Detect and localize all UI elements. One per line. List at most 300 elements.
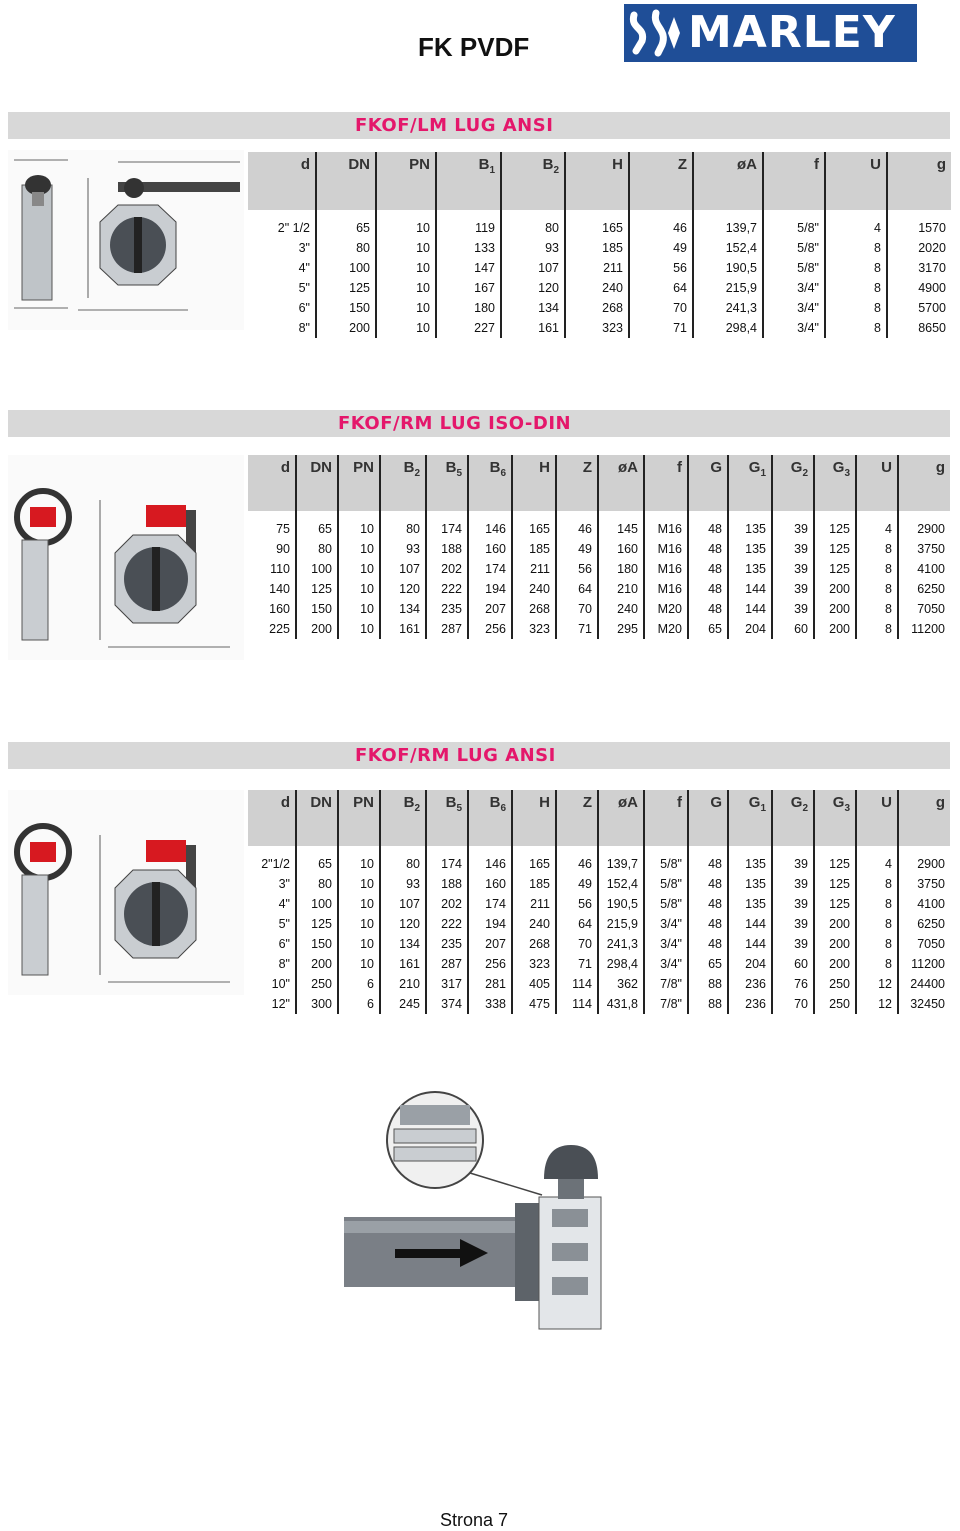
table-cell: 211 [512, 559, 556, 579]
table-cell: 1570 [918, 221, 946, 235]
col-header: DN [296, 455, 338, 511]
table-cell: 125 [316, 278, 376, 298]
col-header: H [565, 152, 629, 210]
table-cell: 245 [380, 994, 426, 1014]
table-cell: 8 [825, 258, 887, 278]
table-cell: 475 [512, 994, 556, 1014]
table-cell: 5/8" [763, 238, 825, 258]
table-row [248, 874, 950, 894]
table-cell: 222 [426, 914, 468, 934]
table-cell: 8 [856, 894, 898, 914]
col-header: g [898, 790, 950, 846]
table-cell: 210 [598, 579, 644, 599]
marley-logo [624, 4, 917, 62]
table-cell: 3750 [917, 877, 945, 891]
table-cell: 204 [728, 954, 772, 974]
table-cell: 125 [296, 579, 338, 599]
table-cell: 250 [814, 974, 856, 994]
table-cell: 24400 [910, 977, 945, 991]
table-cell: 5" [248, 278, 316, 298]
table-row [248, 914, 950, 934]
col-header: $B_5$ [426, 790, 468, 846]
table-cell: 10 [338, 579, 380, 599]
table-row [248, 539, 950, 559]
table-cell: 71 [629, 318, 693, 338]
table-cell: 188 [426, 539, 468, 559]
table-row [248, 934, 950, 954]
page-footer: Strona 7 [440, 1510, 509, 1530]
col-header: d [248, 790, 296, 846]
table-cell: 135 [728, 519, 772, 539]
table-cell: 5/8" [763, 218, 825, 238]
table-cell: 215,9 [693, 278, 763, 298]
table-cell: 125 [814, 539, 856, 559]
table-cell: 188 [426, 874, 468, 894]
table-cell: 185 [565, 238, 629, 258]
table-cell: 70 [556, 934, 598, 954]
table-cell: 174 [426, 519, 468, 539]
table-cell: 93 [380, 539, 426, 559]
table-row [248, 894, 950, 914]
table-cell: 134 [380, 599, 426, 619]
table-cell: 300 [296, 994, 338, 1014]
table-cell: 144 [728, 934, 772, 954]
table-cell: 4 [856, 854, 898, 874]
table-cell: 5700 [918, 301, 946, 315]
table-cell: 5" [248, 914, 296, 934]
table-cell: 6250 [917, 917, 945, 931]
table-cell: 185 [512, 539, 556, 559]
table-cell: 48 [688, 874, 728, 894]
table-cell: 7/8" [644, 974, 688, 994]
table-cell: 8 [856, 874, 898, 894]
table-cell: 10 [338, 599, 380, 619]
table-cell: 39 [772, 559, 814, 579]
table-cell: 39 [772, 579, 814, 599]
col-header: PN [338, 455, 380, 511]
col-header: $G_1$ [728, 455, 772, 511]
col-header: $B_2$ [501, 152, 565, 210]
table-cell: 135 [728, 874, 772, 894]
table-cell: 100 [316, 258, 376, 278]
table-cell: 133 [436, 238, 501, 258]
table-cell: 71 [556, 619, 598, 639]
table-row [248, 619, 950, 639]
table-cell: 4900 [918, 281, 946, 295]
table-cell: 107 [380, 559, 426, 579]
table-cell: 146 [468, 519, 512, 539]
table-cell: 200 [316, 318, 376, 338]
table-cell: 8 [856, 559, 898, 579]
table-cell: 75 [248, 519, 296, 539]
section-2-title: FKOF/RM LUG ISO-DIN [338, 413, 572, 434]
col-header: f [644, 790, 688, 846]
col-header: $B_6$ [468, 790, 512, 846]
table-cell: 80 [296, 539, 338, 559]
table-cell: 10 [376, 278, 436, 298]
table-cell: 150 [316, 298, 376, 318]
table-cell: 65 [316, 218, 376, 238]
table-cell: 12 [856, 994, 898, 1014]
section-2-table [248, 455, 950, 639]
table-cell: 200 [814, 914, 856, 934]
table-cell: 107 [380, 894, 426, 914]
table-cell: 8 [825, 298, 887, 318]
table-cell: 8" [248, 954, 296, 974]
table-cell: 8650 [918, 321, 946, 335]
table-cell: 10 [376, 298, 436, 318]
table-cell: 3/4" [644, 934, 688, 954]
table-cell: 93 [501, 238, 565, 258]
table-cell: 39 [772, 874, 814, 894]
table-cell: 6 [338, 974, 380, 994]
table-cell: 165 [512, 519, 556, 539]
col-header: U [825, 152, 887, 210]
table-cell: 281 [468, 974, 512, 994]
table-cell: 227 [436, 318, 501, 338]
col-header: Z [556, 790, 598, 846]
col-header: $B_1$ [436, 152, 501, 210]
table-cell: 80 [380, 519, 426, 539]
table-cell: 235 [426, 934, 468, 954]
table-cell: 7050 [917, 937, 945, 951]
table-cell: 287 [426, 954, 468, 974]
col-header: d [248, 455, 296, 511]
table-cell: 317 [426, 974, 468, 994]
table-cell: 60 [772, 954, 814, 974]
table-cell: 298,4 [693, 318, 763, 338]
table-cell: M16 [644, 579, 688, 599]
table-cell: 10 [338, 539, 380, 559]
table-cell: 200 [296, 619, 338, 639]
table-cell: 93 [380, 874, 426, 894]
col-header: f [763, 152, 825, 210]
table-cell: 10 [376, 258, 436, 278]
col-header: DN [316, 152, 376, 210]
table-cell: 70 [772, 994, 814, 1014]
table-cell: 323 [512, 619, 556, 639]
table-cell: 2900 [917, 857, 945, 871]
table-cell: 10 [338, 874, 380, 894]
table-cell: 64 [629, 278, 693, 298]
table-cell: 144 [728, 579, 772, 599]
table-cell: 202 [426, 894, 468, 914]
col-header: $G_2$ [772, 790, 814, 846]
table-cell: 4 [825, 218, 887, 238]
table-cell: 3170 [918, 261, 946, 275]
section-1-body [248, 210, 951, 338]
section-1-table [248, 152, 951, 338]
table-cell: 56 [629, 258, 693, 278]
table-cell: 150 [296, 934, 338, 954]
table-cell: 48 [688, 539, 728, 559]
table-cell: 431,8 [598, 994, 644, 1014]
table-cell: 10 [338, 954, 380, 974]
table-cell: 125 [296, 914, 338, 934]
table-cell: 119 [436, 218, 501, 238]
table-cell: 107 [501, 258, 565, 278]
table-cell: 10 [376, 318, 436, 338]
section-1-valve-drawing [8, 150, 244, 330]
table-cell: 225 [248, 619, 296, 639]
col-header: $B_6$ [468, 455, 512, 511]
table-cell: 241,3 [598, 934, 644, 954]
col-header: f [644, 455, 688, 511]
table-cell: 190,5 [693, 258, 763, 278]
table-cell: 256 [468, 954, 512, 974]
col-header: G [688, 455, 728, 511]
col-header: U [856, 790, 898, 846]
table-cell: 80 [316, 238, 376, 258]
table-row [248, 278, 951, 298]
col-header: DN [296, 790, 338, 846]
table-cell: 3750 [917, 542, 945, 556]
col-header: PN [338, 790, 380, 846]
table-cell: 39 [772, 934, 814, 954]
table-row [248, 954, 950, 974]
table-cell: 4 [856, 519, 898, 539]
table-cell: 80 [380, 854, 426, 874]
table-cell: 7/8" [644, 994, 688, 1014]
table-cell: M16 [644, 539, 688, 559]
table-cell: 139,7 [598, 854, 644, 874]
table-cell: 268 [565, 298, 629, 318]
table-cell: 10 [338, 914, 380, 934]
table-cell: M16 [644, 559, 688, 579]
table-cell: 100 [296, 894, 338, 914]
col-header: $G_2$ [772, 455, 814, 511]
table-cell: 70 [629, 298, 693, 318]
table-cell: 174 [426, 854, 468, 874]
valve-installation-illustration [330, 1085, 630, 1340]
col-header: $B_2$ [380, 455, 426, 511]
section-3-title: FKOF/RM LUG ANSI [355, 745, 556, 766]
table-cell: 160 [598, 539, 644, 559]
table-cell: 8 [825, 318, 887, 338]
table-cell: 3" [248, 874, 296, 894]
table-cell: 65 [296, 854, 338, 874]
table-cell: 8 [856, 599, 898, 619]
table-cell: 70 [556, 599, 598, 619]
table-cell: 10 [338, 559, 380, 579]
col-header: U [856, 455, 898, 511]
table-cell: 207 [468, 934, 512, 954]
table-cell: 3/4" [763, 318, 825, 338]
table-cell: 147 [436, 258, 501, 278]
table-cell: 268 [512, 599, 556, 619]
table-cell: 211 [512, 894, 556, 914]
table-row [248, 579, 950, 599]
table-cell: 10 [338, 934, 380, 954]
table-cell: 202 [426, 559, 468, 579]
table-cell: 10 [338, 519, 380, 539]
table-cell: 5/8" [644, 854, 688, 874]
table-cell: 10 [338, 619, 380, 639]
table-cell: 139,7 [693, 218, 763, 238]
table-cell: 3/4" [763, 278, 825, 298]
table-cell: 180 [436, 298, 501, 318]
table-cell: 256 [468, 619, 512, 639]
table-cell: M20 [644, 599, 688, 619]
table-row [248, 599, 950, 619]
table-row [248, 854, 950, 874]
table-cell: 80 [296, 874, 338, 894]
table-cell: 152,4 [598, 874, 644, 894]
col-header: Z [629, 152, 693, 210]
table-cell: 6" [248, 934, 296, 954]
table-cell: 134 [501, 298, 565, 318]
section-3-body [248, 846, 950, 1014]
table-cell: 64 [556, 914, 598, 934]
table-cell: 6 [338, 994, 380, 1014]
table-cell: 48 [688, 599, 728, 619]
table-cell: 5/8" [644, 874, 688, 894]
table-cell: 65 [688, 954, 728, 974]
table-cell: 125 [814, 559, 856, 579]
table-cell: 48 [688, 934, 728, 954]
table-cell: 8 [856, 934, 898, 954]
table-cell: 204 [728, 619, 772, 639]
table-cell: 4" [248, 894, 296, 914]
table-cell: 200 [814, 954, 856, 974]
table-cell: 160 [248, 599, 296, 619]
table-cell: 240 [565, 278, 629, 298]
table-cell: 6250 [917, 582, 945, 596]
table-cell: 8 [825, 278, 887, 298]
table-cell: 150 [296, 599, 338, 619]
table-cell: 4100 [917, 897, 945, 911]
table-cell: 48 [688, 579, 728, 599]
table-row [248, 238, 951, 258]
table-cell: 323 [565, 318, 629, 338]
table-row [248, 258, 951, 278]
table-cell: 200 [296, 954, 338, 974]
table-cell: 144 [728, 914, 772, 934]
table-cell: 152,4 [693, 238, 763, 258]
table-cell: 374 [426, 994, 468, 1014]
table-cell: 215,9 [598, 914, 644, 934]
table-cell: 48 [688, 559, 728, 579]
section-1-title: FKOF/LM LUG ANSI [355, 115, 554, 136]
table-cell: 8 [856, 914, 898, 934]
table-cell: 405 [512, 974, 556, 994]
table-cell: 10 [338, 854, 380, 874]
section-2-valve-drawing [8, 455, 244, 660]
table-cell: 4100 [917, 562, 945, 576]
table-cell: 174 [468, 894, 512, 914]
table-cell: 8 [825, 238, 887, 258]
section-3-table [248, 790, 950, 1014]
logo-text: MARLEY [688, 7, 896, 58]
table-cell: 48 [688, 854, 728, 874]
table-cell: 88 [688, 994, 728, 1014]
table-cell: 88 [688, 974, 728, 994]
table-cell: 125 [814, 519, 856, 539]
table-cell: 140 [248, 579, 296, 599]
table-cell: 135 [728, 539, 772, 559]
table-cell: 268 [512, 934, 556, 954]
table-cell: 8 [856, 539, 898, 559]
table-cell: 39 [772, 914, 814, 934]
col-header: PN [376, 152, 436, 210]
table-cell: 76 [772, 974, 814, 994]
table-cell: 46 [556, 854, 598, 874]
table-cell: 144 [728, 599, 772, 619]
table-cell: 49 [556, 539, 598, 559]
table-cell: 5/8" [644, 894, 688, 914]
table-cell: 161 [380, 954, 426, 974]
table-cell: 39 [772, 539, 814, 559]
table-cell: 8" [248, 318, 316, 338]
table-cell: 125 [814, 874, 856, 894]
col-header: $G_3$ [814, 790, 856, 846]
table-cell: 10 [376, 238, 436, 258]
table-cell: 211 [565, 258, 629, 278]
table-cell: 114 [556, 974, 598, 994]
col-header: H [512, 455, 556, 511]
table-cell: 135 [728, 894, 772, 914]
table-cell: 287 [426, 619, 468, 639]
table-cell: 39 [772, 854, 814, 874]
table-cell: 90 [248, 539, 296, 559]
table-cell: 236 [728, 994, 772, 1014]
table-cell: 100 [296, 559, 338, 579]
table-cell: 235 [426, 599, 468, 619]
table-cell: 64 [556, 579, 598, 599]
table-cell: 250 [814, 994, 856, 1014]
table-cell: 250 [296, 974, 338, 994]
table-cell: 3/4" [644, 914, 688, 934]
table-row [248, 994, 950, 1014]
table-cell: 207 [468, 599, 512, 619]
page-title: FK PVDF [418, 32, 530, 62]
table-cell: 39 [772, 599, 814, 619]
table-cell: 7050 [917, 602, 945, 616]
table-cell: 39 [772, 894, 814, 914]
table-cell: 161 [380, 619, 426, 639]
table-cell: 240 [598, 599, 644, 619]
table-cell: 174 [468, 559, 512, 579]
table-cell: 48 [688, 894, 728, 914]
table-cell: 241,3 [693, 298, 763, 318]
table-cell: 12" [248, 994, 296, 1014]
col-header: H [512, 790, 556, 846]
table-cell: 11200 [911, 622, 945, 636]
table-cell: 32450 [910, 997, 945, 1011]
table-cell: 39 [772, 519, 814, 539]
table-cell: 240 [512, 914, 556, 934]
col-header: G [688, 790, 728, 846]
table-cell: 56 [556, 559, 598, 579]
table-cell: 8 [856, 579, 898, 599]
table-cell: 185 [512, 874, 556, 894]
table-cell: 236 [728, 974, 772, 994]
table-cell: 4" [248, 258, 316, 278]
table-cell: 120 [380, 914, 426, 934]
col-header: Z [556, 455, 598, 511]
table-cell: 49 [556, 874, 598, 894]
table-cell: 48 [688, 914, 728, 934]
table-cell: 145 [598, 519, 644, 539]
col-header: $B_5$ [426, 455, 468, 511]
table-cell: 49 [629, 238, 693, 258]
table-cell: M20 [644, 619, 688, 639]
table-cell: 46 [556, 519, 598, 539]
table-cell: 65 [296, 519, 338, 539]
table-cell: 114 [556, 994, 598, 1014]
table-cell: M16 [644, 519, 688, 539]
table-cell: 2" 1/2 [248, 218, 316, 238]
